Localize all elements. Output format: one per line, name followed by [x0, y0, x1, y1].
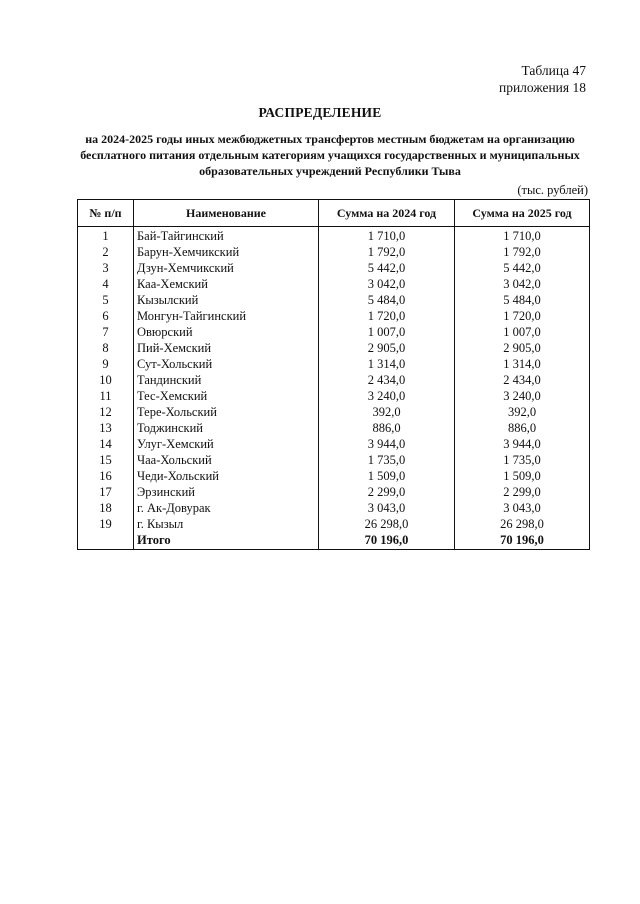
- table-row: [78, 308, 590, 324]
- row-sum-2024: 392,0: [319, 404, 455, 420]
- table-row: [78, 500, 590, 516]
- row-number: 6: [78, 308, 134, 324]
- total-row: [78, 532, 590, 550]
- row-number: 17: [78, 484, 134, 500]
- total-number-cell: [78, 532, 134, 550]
- table-row: [78, 388, 590, 404]
- total-sum-2024: 70 196,0: [319, 532, 455, 550]
- row-number: 12: [78, 404, 134, 420]
- row-name: Барун-Хемчикский: [134, 244, 319, 260]
- row-sum-2024: 5 442,0: [319, 260, 455, 276]
- row-name: Кызылский: [134, 292, 319, 308]
- table-number: Таблица 47: [521, 63, 586, 78]
- row-name: Улуг-Хемский: [134, 436, 319, 452]
- row-sum-2024: 886,0: [319, 420, 455, 436]
- row-sum-2025: 3 042,0: [455, 276, 590, 292]
- row-number: 4: [78, 276, 134, 292]
- row-sum-2024: 1 007,0: [319, 324, 455, 340]
- row-sum-2025: 2 299,0: [455, 484, 590, 500]
- subtitle-line: на 2024-2025 годы иных межбюджетных трансфертов местным бюджетам на организацию: [85, 132, 575, 146]
- row-name: Каа-Хемский: [134, 276, 319, 292]
- row-sum-2025: 1 792,0: [455, 244, 590, 260]
- table-row: [78, 516, 590, 532]
- row-number: 9: [78, 356, 134, 372]
- row-name: Пий-Хемский: [134, 340, 319, 356]
- table-row: [78, 340, 590, 356]
- row-sum-2024: 1 792,0: [319, 244, 455, 260]
- row-sum-2024: 5 484,0: [319, 292, 455, 308]
- row-number: 16: [78, 468, 134, 484]
- row-sum-2024: 2 434,0: [319, 372, 455, 388]
- distribution-table: [77, 199, 590, 550]
- subtitle-line: образовательных учреждений Республики Тыва: [199, 164, 461, 178]
- table-row: [78, 372, 590, 388]
- row-sum-2025: 2 434,0: [455, 372, 590, 388]
- document-subtitle: [70, 131, 590, 179]
- row-number: 13: [78, 420, 134, 436]
- table-row: [78, 260, 590, 276]
- row-name: Тандинский: [134, 372, 319, 388]
- row-sum-2025: 3 944,0: [455, 436, 590, 452]
- row-sum-2024: 2 299,0: [319, 484, 455, 500]
- row-number: 14: [78, 436, 134, 452]
- row-sum-2024: 3 240,0: [319, 388, 455, 404]
- row-sum-2025: 26 298,0: [455, 516, 590, 532]
- row-number: 5: [78, 292, 134, 308]
- total-label: Итого: [134, 532, 319, 550]
- table-row: [78, 292, 590, 308]
- row-name: Чеди-Хольский: [134, 468, 319, 484]
- units-note: (тыс. рублей): [517, 183, 588, 197]
- table-header-row: [78, 200, 590, 227]
- table-row: [78, 420, 590, 436]
- row-sum-2025: 1 509,0: [455, 468, 590, 484]
- row-name: Овюрский: [134, 324, 319, 340]
- row-number: 1: [78, 227, 134, 245]
- row-number: 15: [78, 452, 134, 468]
- table-row: [78, 276, 590, 292]
- row-name: Сут-Хольский: [134, 356, 319, 372]
- row-sum-2025: 2 905,0: [455, 340, 590, 356]
- row-sum-2024: 3 042,0: [319, 276, 455, 292]
- table-body: [78, 227, 590, 550]
- row-sum-2025: 1 007,0: [455, 324, 590, 340]
- table-row: [78, 484, 590, 500]
- appendix-number: приложения 18: [498, 80, 586, 95]
- column-header-number: № п/п: [78, 200, 134, 227]
- row-sum-2025: 1 314,0: [455, 356, 590, 372]
- column-header-2024: Сумма на 2024 год: [319, 200, 455, 227]
- row-sum-2025: 886,0: [455, 420, 590, 436]
- row-number: 10: [78, 372, 134, 388]
- row-sum-2024: 26 298,0: [319, 516, 455, 532]
- row-name: Бай-Тайгинский: [134, 227, 319, 245]
- row-sum-2024: 3 043,0: [319, 500, 455, 516]
- row-sum-2025: 5 484,0: [455, 292, 590, 308]
- row-sum-2024: 1 314,0: [319, 356, 455, 372]
- row-number: 11: [78, 388, 134, 404]
- column-header-2025: Сумма на 2025 год: [455, 200, 590, 227]
- row-sum-2024: 1 509,0: [319, 468, 455, 484]
- row-number: 19: [78, 516, 134, 532]
- row-sum-2025: 3 043,0: [455, 500, 590, 516]
- row-sum-2024: 3 944,0: [319, 436, 455, 452]
- table-reference: [499, 62, 586, 96]
- table-row: [78, 468, 590, 484]
- row-name: Монгун-Тайгинский: [134, 308, 319, 324]
- row-sum-2025: 1 720,0: [455, 308, 590, 324]
- row-number: 7: [78, 324, 134, 340]
- row-name: Тес-Хемский: [134, 388, 319, 404]
- table-row: [78, 324, 590, 340]
- subtitle-line: бесплатного питания отдельным категориям учащихся государственных и муниципальных: [80, 148, 580, 162]
- row-name: г. Кызыл: [134, 516, 319, 532]
- row-sum-2025: 1 710,0: [455, 227, 590, 245]
- table-row: [78, 244, 590, 260]
- row-name: г. Ак-Довурак: [134, 500, 319, 516]
- table-row: [78, 404, 590, 420]
- row-sum-2025: 392,0: [455, 404, 590, 420]
- row-sum-2024: 1 720,0: [319, 308, 455, 324]
- row-sum-2025: 5 442,0: [455, 260, 590, 276]
- row-name: Дзун-Хемчикский: [134, 260, 319, 276]
- table-row: [78, 436, 590, 452]
- row-sum-2025: 1 735,0: [455, 452, 590, 468]
- row-name: Тоджинский: [134, 420, 319, 436]
- row-number: 2: [78, 244, 134, 260]
- row-number: 8: [78, 340, 134, 356]
- row-number: 18: [78, 500, 134, 516]
- row-sum-2024: 1 735,0: [319, 452, 455, 468]
- row-sum-2024: 1 710,0: [319, 227, 455, 245]
- table-row: [78, 356, 590, 372]
- row-name: Эрзинский: [134, 484, 319, 500]
- row-sum-2025: 3 240,0: [455, 388, 590, 404]
- document-title: РАСПРЕДЕЛЕНИЕ: [258, 105, 382, 120]
- total-sum-2025: 70 196,0: [455, 532, 590, 550]
- row-name: Чаа-Хольский: [134, 452, 319, 468]
- table-row: [78, 452, 590, 468]
- column-header-name: Наименование: [134, 200, 319, 227]
- row-number: 3: [78, 260, 134, 276]
- row-sum-2024: 2 905,0: [319, 340, 455, 356]
- table-row: [78, 227, 590, 245]
- row-name: Тере-Хольский: [134, 404, 319, 420]
